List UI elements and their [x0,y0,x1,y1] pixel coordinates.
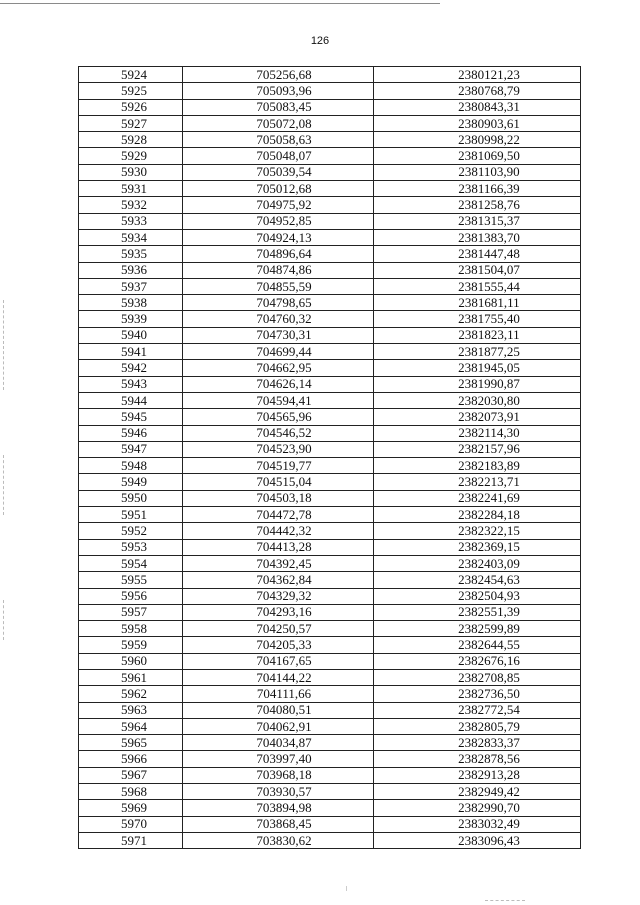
x-coordinate-cell: 704924,13 [183,229,374,245]
x-coordinate-cell: 704730,31 [183,327,374,343]
y-coordinate-cell: 2382114,30 [374,425,581,441]
point-number-cell: 5955 [79,572,183,588]
point-number-cell: 5958 [79,621,183,637]
table-row [79,784,581,800]
table-row [79,735,581,751]
point-number-cell: 5943 [79,376,183,392]
point-number-cell: 5930 [79,164,183,180]
table-row [79,621,581,637]
margin-scan-mark [3,300,4,390]
x-coordinate-cell: 703997,40 [183,751,374,767]
point-number-cell: 5951 [79,507,183,523]
y-coordinate-cell: 2382772,54 [374,702,581,718]
table-row [79,295,581,311]
point-number-cell: 5937 [79,278,183,294]
table-row [79,637,581,653]
coordinates-table [78,66,581,849]
point-number-cell: 5971 [79,832,183,848]
table-row [79,669,581,685]
table-row [79,360,581,376]
table-row [79,490,581,506]
point-number-cell: 5927 [79,115,183,131]
x-coordinate-cell: 704167,65 [183,653,374,669]
y-coordinate-cell: 2382322,15 [374,523,581,539]
point-number-cell: 5962 [79,686,183,702]
table-row [79,344,581,360]
table-row [79,99,581,115]
y-coordinate-cell: 2380903,61 [374,115,581,131]
y-coordinate-cell: 2382241,69 [374,490,581,506]
x-coordinate-cell: 704515,04 [183,474,374,490]
x-coordinate-cell: 704519,77 [183,458,374,474]
x-coordinate-cell: 705048,07 [183,148,374,164]
bottom-scan-mark [485,900,525,901]
table-row [79,507,581,523]
table-row [79,686,581,702]
point-number-cell: 5964 [79,718,183,734]
table-row [79,458,581,474]
table-row [79,229,581,245]
table-row [79,83,581,99]
x-coordinate-cell: 704362,84 [183,572,374,588]
table-row [79,327,581,343]
table-row [79,148,581,164]
y-coordinate-cell: 2381877,25 [374,344,581,360]
point-number-cell: 5956 [79,588,183,604]
y-coordinate-cell: 2382644,55 [374,637,581,653]
x-coordinate-cell: 704293,16 [183,604,374,620]
y-coordinate-cell: 2382708,85 [374,669,581,685]
y-coordinate-cell: 2381103,90 [374,164,581,180]
x-coordinate-cell: 704952,85 [183,213,374,229]
y-coordinate-cell: 2382805,79 [374,718,581,734]
table-row [79,523,581,539]
x-coordinate-cell: 704662,95 [183,360,374,376]
y-coordinate-cell: 2383096,43 [374,832,581,848]
x-coordinate-cell: 704472,78 [183,507,374,523]
y-coordinate-cell: 2381383,70 [374,229,581,245]
x-coordinate-cell: 705093,96 [183,83,374,99]
table-row [79,604,581,620]
y-coordinate-cell: 2381069,50 [374,148,581,164]
y-coordinate-cell: 2380998,22 [374,132,581,148]
table-row [79,376,581,392]
x-coordinate-cell: 704594,41 [183,392,374,408]
y-coordinate-cell: 2383032,49 [374,816,581,832]
table-row [79,262,581,278]
y-coordinate-cell: 2381315,37 [374,213,581,229]
x-coordinate-cell: 703930,57 [183,784,374,800]
y-coordinate-cell: 2382913,28 [374,767,581,783]
table-row [79,164,581,180]
y-coordinate-cell: 2382878,56 [374,751,581,767]
coordinates-table-body [79,67,581,849]
x-coordinate-cell: 703894,98 [183,800,374,816]
x-coordinate-cell: 704896,64 [183,246,374,262]
x-coordinate-cell: 704874,86 [183,262,374,278]
table-row [79,555,581,571]
y-coordinate-cell: 2382403,09 [374,555,581,571]
y-coordinate-cell: 2381681,11 [374,295,581,311]
x-coordinate-cell: 705012,68 [183,181,374,197]
point-number-cell: 5953 [79,539,183,555]
point-number-cell: 5963 [79,702,183,718]
y-coordinate-cell: 2381166,39 [374,181,581,197]
y-coordinate-cell: 2381945,05 [374,360,581,376]
y-coordinate-cell: 2382949,42 [374,784,581,800]
point-number-cell: 5967 [79,767,183,783]
table-row [79,132,581,148]
table-row [79,751,581,767]
x-coordinate-cell: 704503,18 [183,490,374,506]
x-coordinate-cell: 704442,32 [183,523,374,539]
y-coordinate-cell: 2380843,31 [374,99,581,115]
point-number-cell: 5965 [79,735,183,751]
point-number-cell: 5970 [79,816,183,832]
table-row [79,474,581,490]
point-number-cell: 5946 [79,425,183,441]
y-coordinate-cell: 2381823,11 [374,327,581,343]
y-coordinate-cell: 2382369,15 [374,539,581,555]
point-number-cell: 5960 [79,653,183,669]
table-row [79,311,581,327]
table-row [79,800,581,816]
table-row [79,767,581,783]
x-coordinate-cell: 705058,63 [183,132,374,148]
y-coordinate-cell: 2382183,89 [374,458,581,474]
point-number-cell: 5945 [79,409,183,425]
table-row [79,832,581,848]
y-coordinate-cell: 2382676,16 [374,653,581,669]
point-number-cell: 5935 [79,246,183,262]
table-row [79,213,581,229]
table-row [79,718,581,734]
point-number-cell: 5928 [79,132,183,148]
point-number-cell: 5969 [79,800,183,816]
x-coordinate-cell: 704546,52 [183,425,374,441]
margin-scan-mark [3,455,4,515]
table-row [79,197,581,213]
x-coordinate-cell: 704329,32 [183,588,374,604]
y-coordinate-cell: 2382030,80 [374,392,581,408]
x-coordinate-cell: 704760,32 [183,311,374,327]
x-coordinate-cell: 703968,18 [183,767,374,783]
y-coordinate-cell: 2382454,63 [374,572,581,588]
table-row [79,588,581,604]
point-number-cell: 5942 [79,360,183,376]
table-row [79,702,581,718]
table-row [79,115,581,131]
x-coordinate-cell: 705072,08 [183,115,374,131]
table-row [79,392,581,408]
top-rule [0,3,440,4]
x-coordinate-cell: 704062,91 [183,718,374,734]
point-number-cell: 5938 [79,295,183,311]
y-coordinate-cell: 2380121,23 [374,67,581,83]
x-coordinate-cell: 705083,45 [183,99,374,115]
table-row [79,816,581,832]
y-coordinate-cell: 2381504,07 [374,262,581,278]
point-number-cell: 5952 [79,523,183,539]
x-coordinate-cell: 704250,57 [183,621,374,637]
x-coordinate-cell: 703830,62 [183,832,374,848]
point-number-cell: 5936 [79,262,183,278]
x-coordinate-cell: 704699,44 [183,344,374,360]
point-number-cell: 5947 [79,441,183,457]
table-row [79,653,581,669]
y-coordinate-cell: 2382284,18 [374,507,581,523]
table-row [79,67,581,83]
y-coordinate-cell: 2382599,89 [374,621,581,637]
scan-speck [346,886,347,891]
point-number-cell: 5934 [79,229,183,245]
table-row [79,441,581,457]
point-number-cell: 5925 [79,83,183,99]
point-number-cell: 5948 [79,458,183,474]
point-number-cell: 5968 [79,784,183,800]
y-coordinate-cell: 2382504,93 [374,588,581,604]
point-number-cell: 5954 [79,555,183,571]
table-row [79,409,581,425]
x-coordinate-cell: 704392,45 [183,555,374,571]
point-number-cell: 5950 [79,490,183,506]
x-coordinate-cell: 705256,68 [183,67,374,83]
y-coordinate-cell: 2381555,44 [374,278,581,294]
point-number-cell: 5933 [79,213,183,229]
x-coordinate-cell: 704034,87 [183,735,374,751]
y-coordinate-cell: 2382833,37 [374,735,581,751]
table-row [79,278,581,294]
point-number-cell: 5949 [79,474,183,490]
x-coordinate-cell: 704523,90 [183,441,374,457]
table-row [79,539,581,555]
x-coordinate-cell: 704975,92 [183,197,374,213]
page-number: 126 [310,35,330,47]
x-coordinate-cell: 704855,59 [183,278,374,294]
y-coordinate-cell: 2380768,79 [374,83,581,99]
table-row [79,425,581,441]
x-coordinate-cell: 704413,28 [183,539,374,555]
x-coordinate-cell: 704565,96 [183,409,374,425]
y-coordinate-cell: 2382073,91 [374,409,581,425]
x-coordinate-cell: 704080,51 [183,702,374,718]
x-coordinate-cell: 703868,45 [183,816,374,832]
y-coordinate-cell: 2381258,76 [374,197,581,213]
point-number-cell: 5929 [79,148,183,164]
table-row [79,572,581,588]
y-coordinate-cell: 2382157,96 [374,441,581,457]
point-number-cell: 5966 [79,751,183,767]
table-row [79,246,581,262]
x-coordinate-cell: 704626,14 [183,376,374,392]
y-coordinate-cell: 2382990,70 [374,800,581,816]
x-coordinate-cell: 704205,33 [183,637,374,653]
x-coordinate-cell: 705039,54 [183,164,374,180]
y-coordinate-cell: 2381447,48 [374,246,581,262]
x-coordinate-cell: 704111,66 [183,686,374,702]
point-number-cell: 5931 [79,181,183,197]
y-coordinate-cell: 2382551,39 [374,604,581,620]
y-coordinate-cell: 2381755,40 [374,311,581,327]
y-coordinate-cell: 2382736,50 [374,686,581,702]
y-coordinate-cell: 2382213,71 [374,474,581,490]
point-number-cell: 5961 [79,669,183,685]
table-row [79,181,581,197]
point-number-cell: 5957 [79,604,183,620]
y-coordinate-cell: 2381990,87 [374,376,581,392]
margin-scan-mark [3,600,4,640]
point-number-cell: 5939 [79,311,183,327]
point-number-cell: 5924 [79,67,183,83]
point-number-cell: 5941 [79,344,183,360]
point-number-cell: 5926 [79,99,183,115]
point-number-cell: 5944 [79,392,183,408]
point-number-cell: 5932 [79,197,183,213]
x-coordinate-cell: 704798,65 [183,295,374,311]
point-number-cell: 5940 [79,327,183,343]
point-number-cell: 5959 [79,637,183,653]
x-coordinate-cell: 704144,22 [183,669,374,685]
